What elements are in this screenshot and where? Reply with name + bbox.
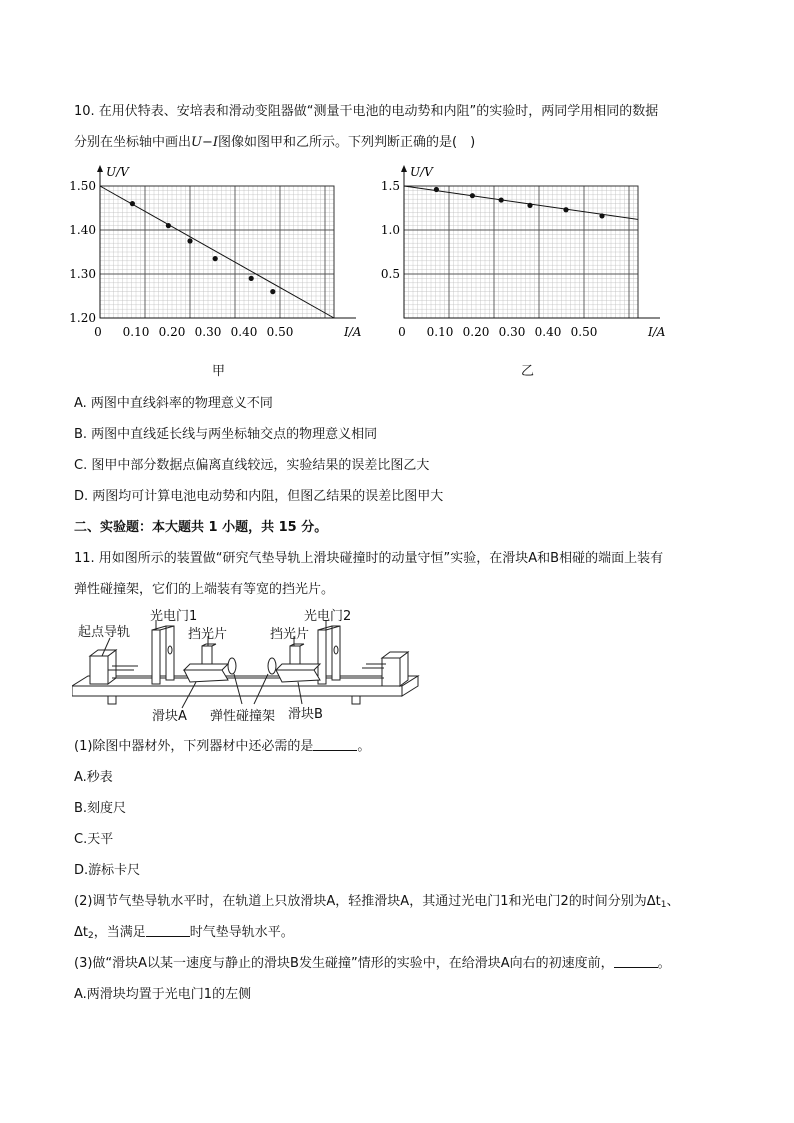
q11-sub2-b-sub: 2 [88, 931, 94, 941]
x-tick-label: 0.50 [570, 325, 598, 339]
y-tick-label: 0.5 [380, 267, 400, 281]
q10-option-b: B. 两图中直线延长线与两坐标轴交点的物理意义相同 [74, 427, 378, 442]
q11-sub2-a: (2)调节气垫导轨水平时，在轨道上只放滑块A，轻推滑块A，其通过光电门1和光电门2的时间分别为Δt [74, 894, 661, 909]
y-axis-arrow [401, 165, 407, 172]
x-axis-label: I/A [648, 325, 666, 339]
q11-sub1-option-c: C.天平 [74, 832, 114, 847]
q11-sub2-line2 [74, 924, 294, 945]
q11-sub1-option-b: B.刻度尺 [74, 801, 127, 816]
q11-sub2-a-sub: 1 [660, 900, 667, 910]
y-tick-label: 1.50 [69, 179, 96, 193]
bumper-label: 弹性碰撞架 [210, 709, 276, 724]
start-track-label: 起点导轨 [78, 625, 131, 640]
data-point [563, 207, 568, 212]
chart-jia-caption: 甲 [212, 364, 226, 379]
q11-sub2-blank [146, 924, 190, 937]
q11-sub1-text: (1)除图中器材外，下列器材中还必需的是 [74, 739, 314, 754]
y-tick-label: 1.0 [380, 223, 400, 237]
q11-sub3-blank [614, 955, 658, 968]
y-axis-label: U/V [106, 165, 129, 179]
q11-sub2-b: Δt [74, 925, 88, 940]
data-point [166, 223, 171, 228]
y-tick-label: 1.40 [69, 223, 96, 237]
q11-sub1-end: 。 [357, 739, 371, 754]
data-point [130, 201, 135, 206]
x-tick-label: 0.20 [158, 325, 186, 339]
section-heading: 二、实验题：本大题共 1 小题，共 15 分。 [74, 520, 328, 535]
chart-yi [364, 160, 684, 349]
x-tick-label: 0.30 [194, 325, 222, 339]
flag2-label: 挡光片 [270, 627, 310, 642]
q11-sub2-b-end: 时气垫导轨水平。 [189, 925, 294, 940]
q10-line2-post: 图像如图甲和乙所示。下列判断正确的是( ) [218, 135, 476, 150]
q11-sub1 [74, 738, 370, 756]
q10-option-d: D. 两图均可计算电池电动势和内阻，但图乙结果的误差比图甲大 [74, 489, 444, 504]
q11-sub2-line1 [74, 893, 679, 914]
gate2-label: 光电门2 [304, 609, 352, 624]
data-point [249, 276, 254, 281]
y-axis-arrow [97, 165, 103, 172]
q11-sub1-option-a: A.秒表 [74, 770, 113, 785]
x-axis-label: I/A [344, 325, 362, 339]
q11-line2: 弹性碰撞架，它们的上端装有等宽的挡光片。 [74, 582, 335, 597]
data-point [470, 193, 475, 198]
slider-a-label: 滑块A [152, 709, 187, 724]
data-point [187, 238, 192, 243]
y-tick-label: 1.30 [69, 267, 96, 281]
x-tick-label: 0.50 [266, 325, 294, 339]
x-tick-label: 0.20 [462, 325, 490, 339]
x-tick-label: 0.10 [122, 325, 150, 339]
x-tick-label: 0.40 [230, 325, 258, 339]
q11-sub3 [74, 955, 671, 973]
y-axis-label: U/V [410, 165, 433, 179]
y-tick-label: 1.5 [380, 179, 400, 193]
chart-jia [60, 160, 380, 349]
q11-sub3-text: (3)做“滑块A以某一速度与静止的滑块B发生碰撞”情形的实验中，在给滑块A向右的初速度前， [74, 956, 614, 971]
q10-option-c: C. 图甲中部分数据点偏离直线较远，实验结果的误差比图乙大 [74, 458, 430, 473]
q11-sub1-blank [313, 738, 357, 751]
q11-sub1-option-d: D.游标卡尺 [74, 863, 141, 878]
slider-b-label: 滑块B [288, 707, 323, 722]
x-tick-label: 0 [94, 325, 102, 339]
q10-line2-math: U−I [191, 135, 218, 150]
chart-jia-svg [60, 160, 380, 345]
q11-line1: 11. 用如图所示的装置做“研究气垫导轨上滑块碰撞时的动量守恒”实验，在滑块A和B相碰的端面上装有 [74, 551, 664, 566]
flag1-label: 挡光片 [188, 627, 228, 642]
q11-sub3-option-a: A.两滑块均置于光电门1的左侧 [74, 987, 252, 1002]
data-point [499, 197, 504, 202]
air-track-svg [72, 608, 422, 726]
q10-line2-pre: 分别在坐标轴中画出 [74, 135, 192, 150]
air-track-diagram [72, 608, 422, 730]
x-tick-label: 0.40 [534, 325, 562, 339]
data-point [434, 187, 439, 192]
gate1-label: 光电门1 [150, 609, 198, 624]
q10-line1: 10. 在用伏特表、安培表和滑动变阻器做“测量干电池的电动势和内阻”的实验时，两同学用相同的数据 [74, 104, 659, 119]
q11-sub2-a-end: 、 [666, 894, 680, 909]
chart-yi-caption: 乙 [521, 364, 535, 379]
q11-sub2-b-mid: ，当满足 [93, 925, 146, 940]
data-point [527, 203, 532, 208]
x-tick-label: 0.30 [498, 325, 526, 339]
chart-yi-svg [364, 160, 684, 345]
x-tick-label: 0.10 [426, 325, 454, 339]
q11-sub3-end: 。 [657, 956, 671, 971]
data-point [213, 256, 218, 261]
q10-option-a: A. 两图中直线斜率的物理意义不同 [74, 396, 273, 411]
y-tick-label: 1.20 [69, 311, 96, 325]
data-point [599, 213, 604, 218]
q10-line2 [74, 134, 475, 152]
data-point [270, 289, 275, 294]
x-tick-label: 0 [398, 325, 406, 339]
